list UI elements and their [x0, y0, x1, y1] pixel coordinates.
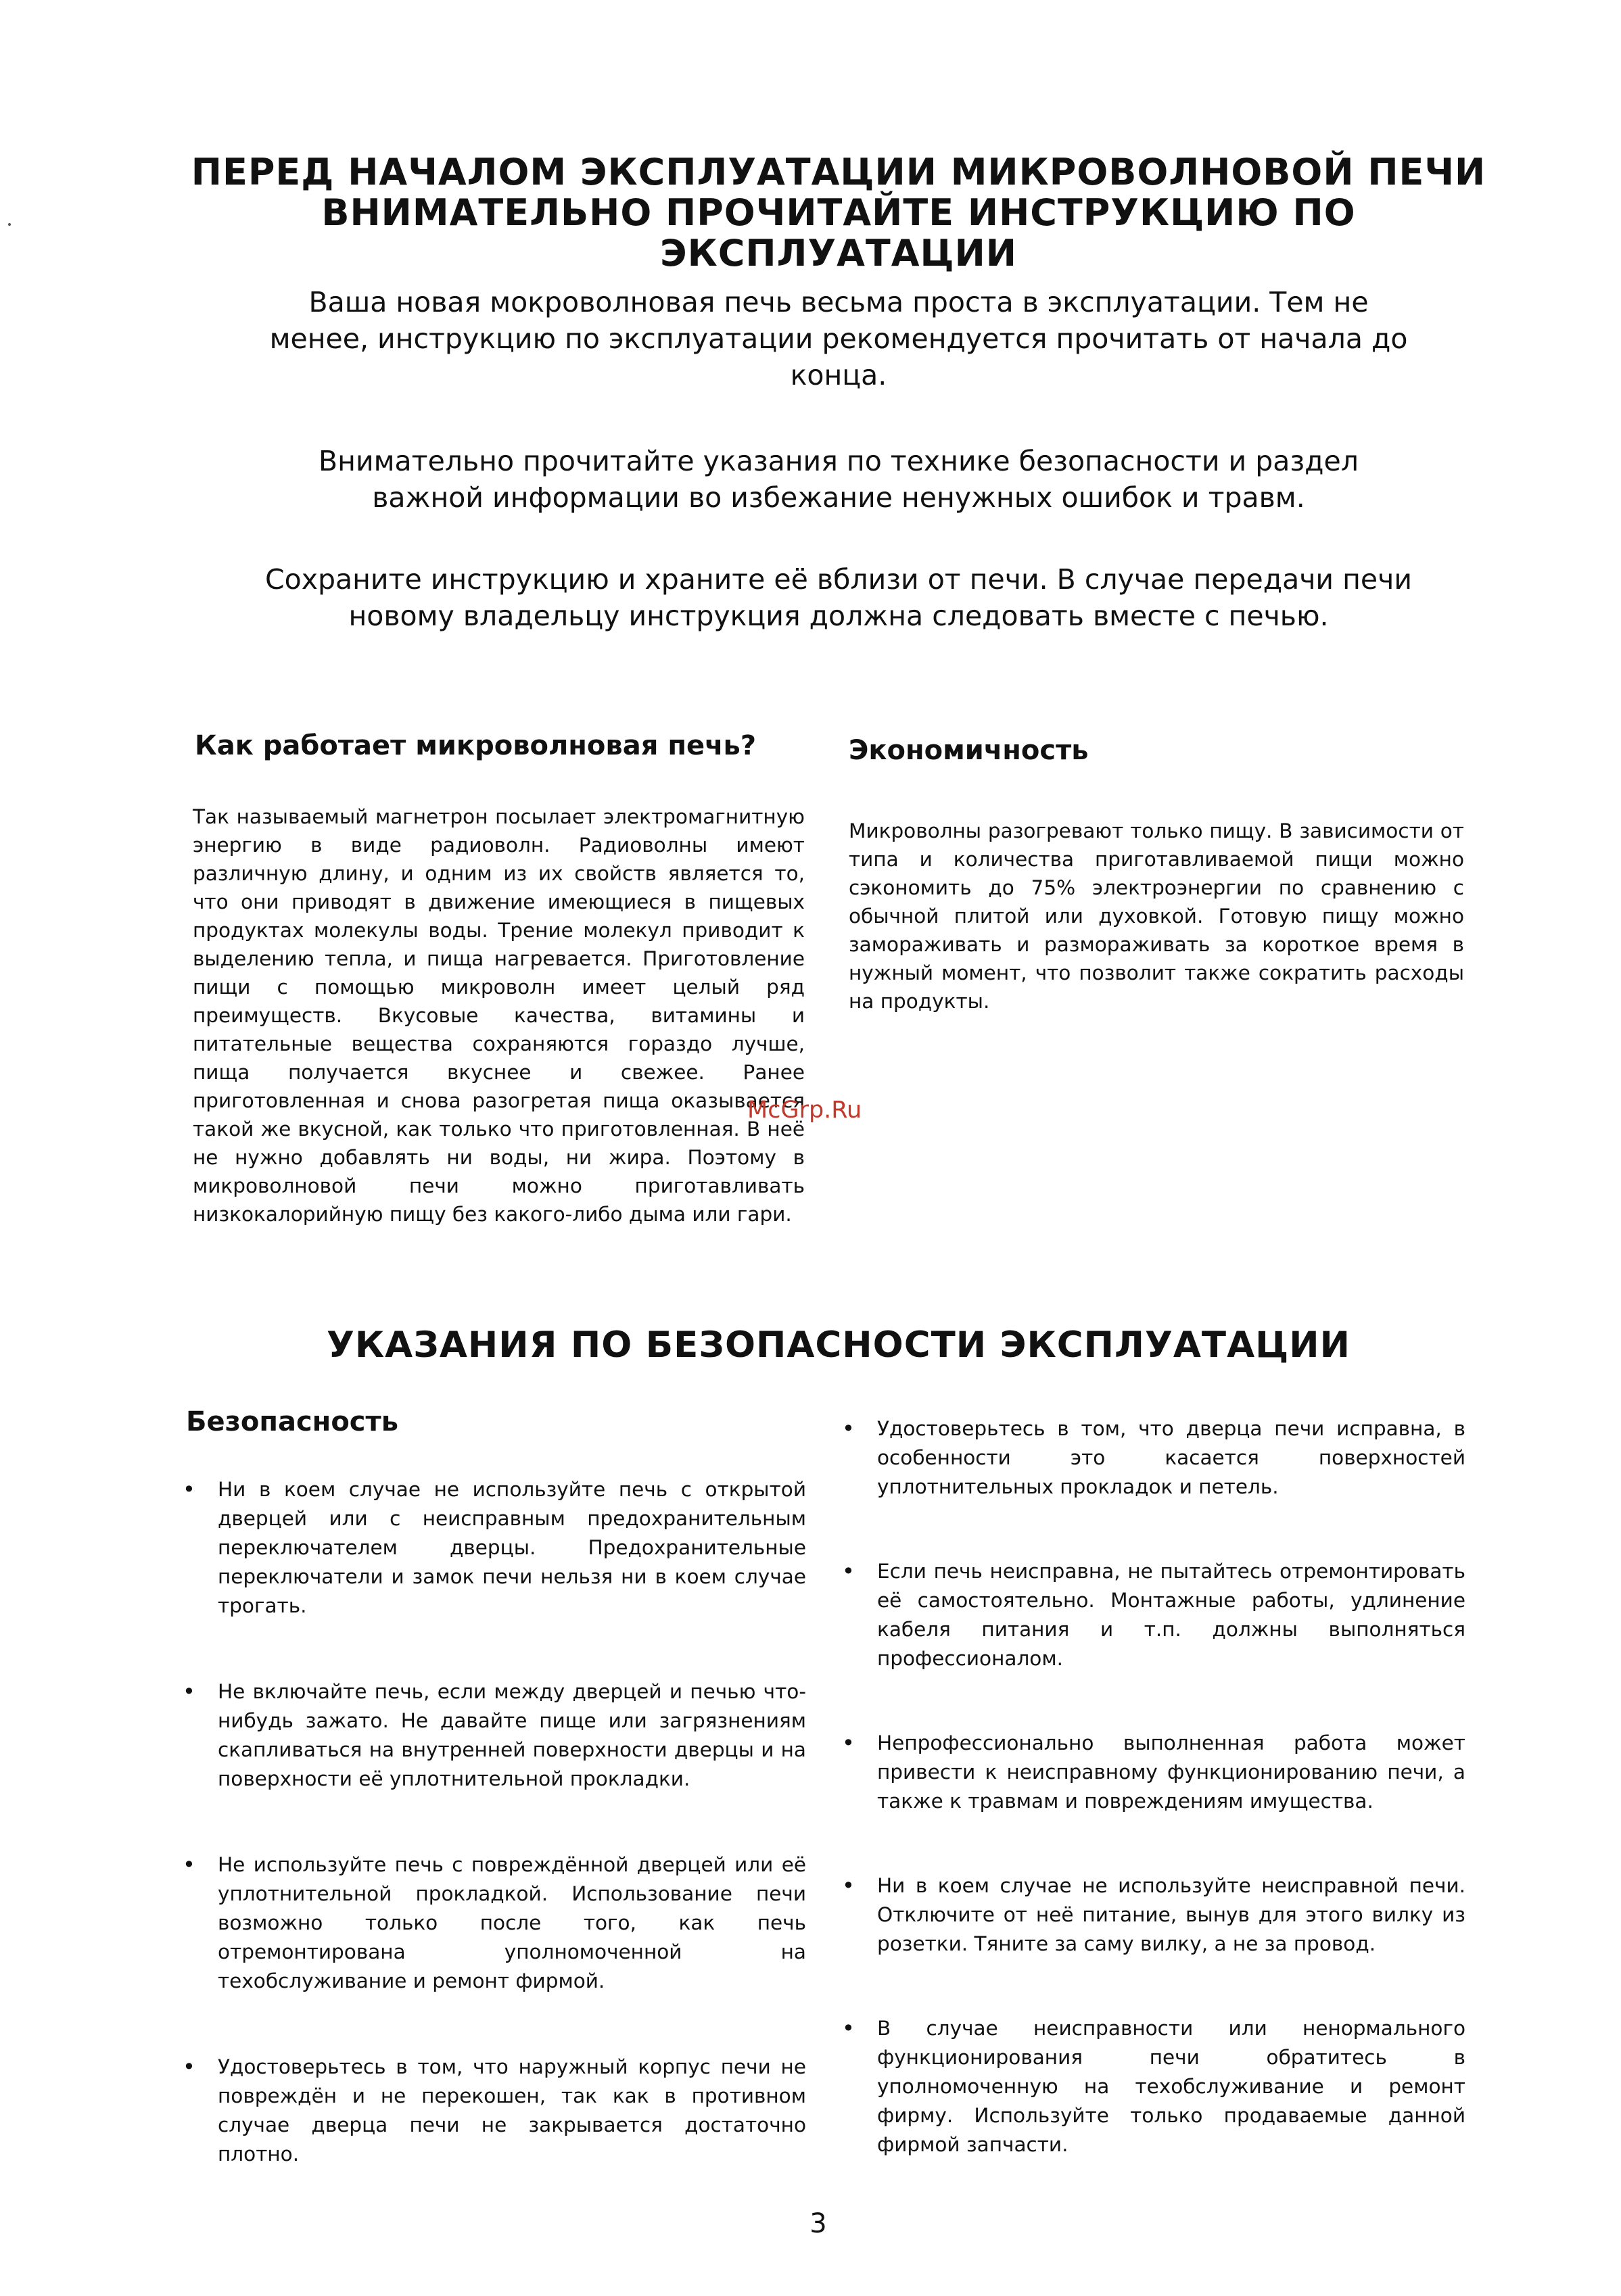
page-number: 3	[809, 2208, 827, 2239]
bullet-icon: •	[183, 2054, 195, 2080]
list-item-text: Ни в коем случае не используйте печь с открытой дверцей или с неисправным предохранительным переключателем дверцы. Предохранительные переключатели и замок печи нельзя ни в коем случае трогать.	[218, 1478, 806, 1617]
list-item	[177, 2053, 806, 2169]
intro-paragraph-2: Внимательно прочитайте указания по технике безопасности и раздел важной информации во избежание ненужных ошибок и травм.	[319, 445, 1359, 514]
bullet-icon: •	[183, 1852, 195, 1878]
list-item	[177, 1850, 806, 1996]
safety-list-left	[177, 1475, 806, 2226]
list-item-text: Удостоверьтесь в том, что наружный корпус печи не повреждён и не перекошен, так как в противном случае дверца печи не закрывается достаточно плотно.	[218, 2055, 806, 2166]
bullet-icon: •	[183, 1477, 195, 1502]
economy-text: Микроволны разогревают только пищу. В зависимости от типа и количества приготавливаемой пищи можно сэкономить до 75% электроэнергии по сравнению с обычной плитой или духовкой. Готовую пищу можно замораживать и размораживать за короткое время в нужный момент, что позволит также сократить расходы на продукты.	[849, 819, 1464, 1013]
list-item	[837, 2014, 1465, 2159]
page-title	[189, 152, 1488, 274]
how-it-works-text: Так называемый магнетрон посылает электромагнитную энергию в виде радиоволн. Радиоволны имеют различную длину, и одним из их свойств является то, что они приводят в движение имеющиеся в пищевых продуктах молекулы воды. Трение молекул приводит к выделению тепла, и пища нагревается. Приготовление пищи с помощью микроволн имеет целый ряд преимуществ. Вкусовые качества, витамины и питательные вещества сохраняются гораздо лучше, пища получается вкуснее и свежее. Ранее приготовленная и снова разогретая пища оказывается такой же вкусной, как только что приготовленная. В неё не нужно добавлять ни воды, ни жира. Поэтому в микроволновой печи можно приготавливать низкокалорийную пищу без какого-либо дыма или гари.	[193, 805, 805, 1226]
list-item-text: Непрофессионально выполненная работа может привести к неисправному функционированию печи, а также к травмам и повреждениям имущества.	[877, 1731, 1465, 1813]
list-item	[837, 1557, 1465, 1673]
intro-paragraph-1: Ваша новая мокроволновая печь весьма проста в эксплуатации. Тем не менее, инструкцию по эксплуатации рекомендуется прочитать от начала до конца.	[269, 286, 1408, 391]
safety-list-right	[837, 1414, 1465, 2215]
bullet-icon: •	[842, 1416, 855, 1441]
page-title-line-2: ВНИМАТЕЛЬНО ПРОЧИТАЙТЕ ИНСТРУКЦИЮ ПО	[321, 191, 1356, 234]
bullet-icon: •	[842, 1873, 855, 1898]
bullet-icon: •	[842, 1730, 855, 1756]
list-item	[837, 1414, 1465, 1502]
list-item-text: Удостоверьтесь в том, что дверца печи исправна, в особенности это касается поверхностей уплотнительных прокладок и петель.	[877, 1417, 1465, 1498]
bullet-icon: •	[842, 2015, 855, 2041]
list-item	[177, 1677, 806, 1794]
list-item	[177, 1475, 806, 1621]
list-item-text: Не используйте печь с повреждённой дверцей или её уплотнительной прокладкой. Использование печи возможно только после того, как печь отремонтирована уполномоченной на техобслуживание и ремонт фирмой.	[218, 1853, 806, 1992]
economy-heading: Экономичность	[849, 735, 1089, 766]
page-title-line-1: ПЕРЕД НАЧАЛОМ ЭКСПЛУАТАЦИИ МИКРОВОЛНОВОЙ ПЕЧИ	[191, 151, 1486, 193]
bullet-icon: •	[842, 1558, 855, 1584]
bullet-icon: •	[183, 1679, 195, 1704]
safety-subheading: Безопасность	[186, 1406, 398, 1437]
watermark: McGrp.Ru	[747, 1097, 862, 1124]
safety-section-title: УКАЗАНИЯ ПО БЕЗОПАСНОСТИ ЭКСПЛУАТАЦИИ	[327, 1324, 1350, 1366]
page-title-line-3: ЭКСПЛУАТАЦИИ	[660, 232, 1017, 274]
list-item-text: В случае неисправности или ненормального функционирования печи обратитесь в уполномоченную на техобслуживание и ремонт фирму. Используйте только продаваемые данной фирмой запчасти.	[877, 2017, 1465, 2156]
intro-paragraph-3: Сохраните инструкцию и храните её вблизи от печи. В случае передачи печи новому владельцу инструкция должна следовать вместе с печью.	[265, 563, 1412, 632]
list-item	[837, 1729, 1465, 1816]
list-item	[837, 1871, 1465, 1959]
how-it-works-heading: Как работает микроволновая печь?	[195, 730, 757, 761]
list-item-text: Не включайте печь, если между дверцей и печью что-нибудь зажато. Не давайте пище или загрязнениям скапливаться на внутренней поверхности дверцы и на поверхности её уплотнительной прокладки.	[218, 1680, 806, 1790]
scan-speck	[8, 223, 11, 226]
list-item-text: Ни в коем случае не используйте неисправной печи. Отключите от неё питание, вынув для этого вилку из розетки. Тяните за саму вилку, а не за провод.	[877, 1874, 1465, 1955]
list-item-text: Если печь неисправна, не пытайтесь отремонтировать её самостоятельно. Монтажные работы, удлинение кабеля питания и т.п. должны выполняться профессионалом.	[877, 1560, 1465, 1670]
